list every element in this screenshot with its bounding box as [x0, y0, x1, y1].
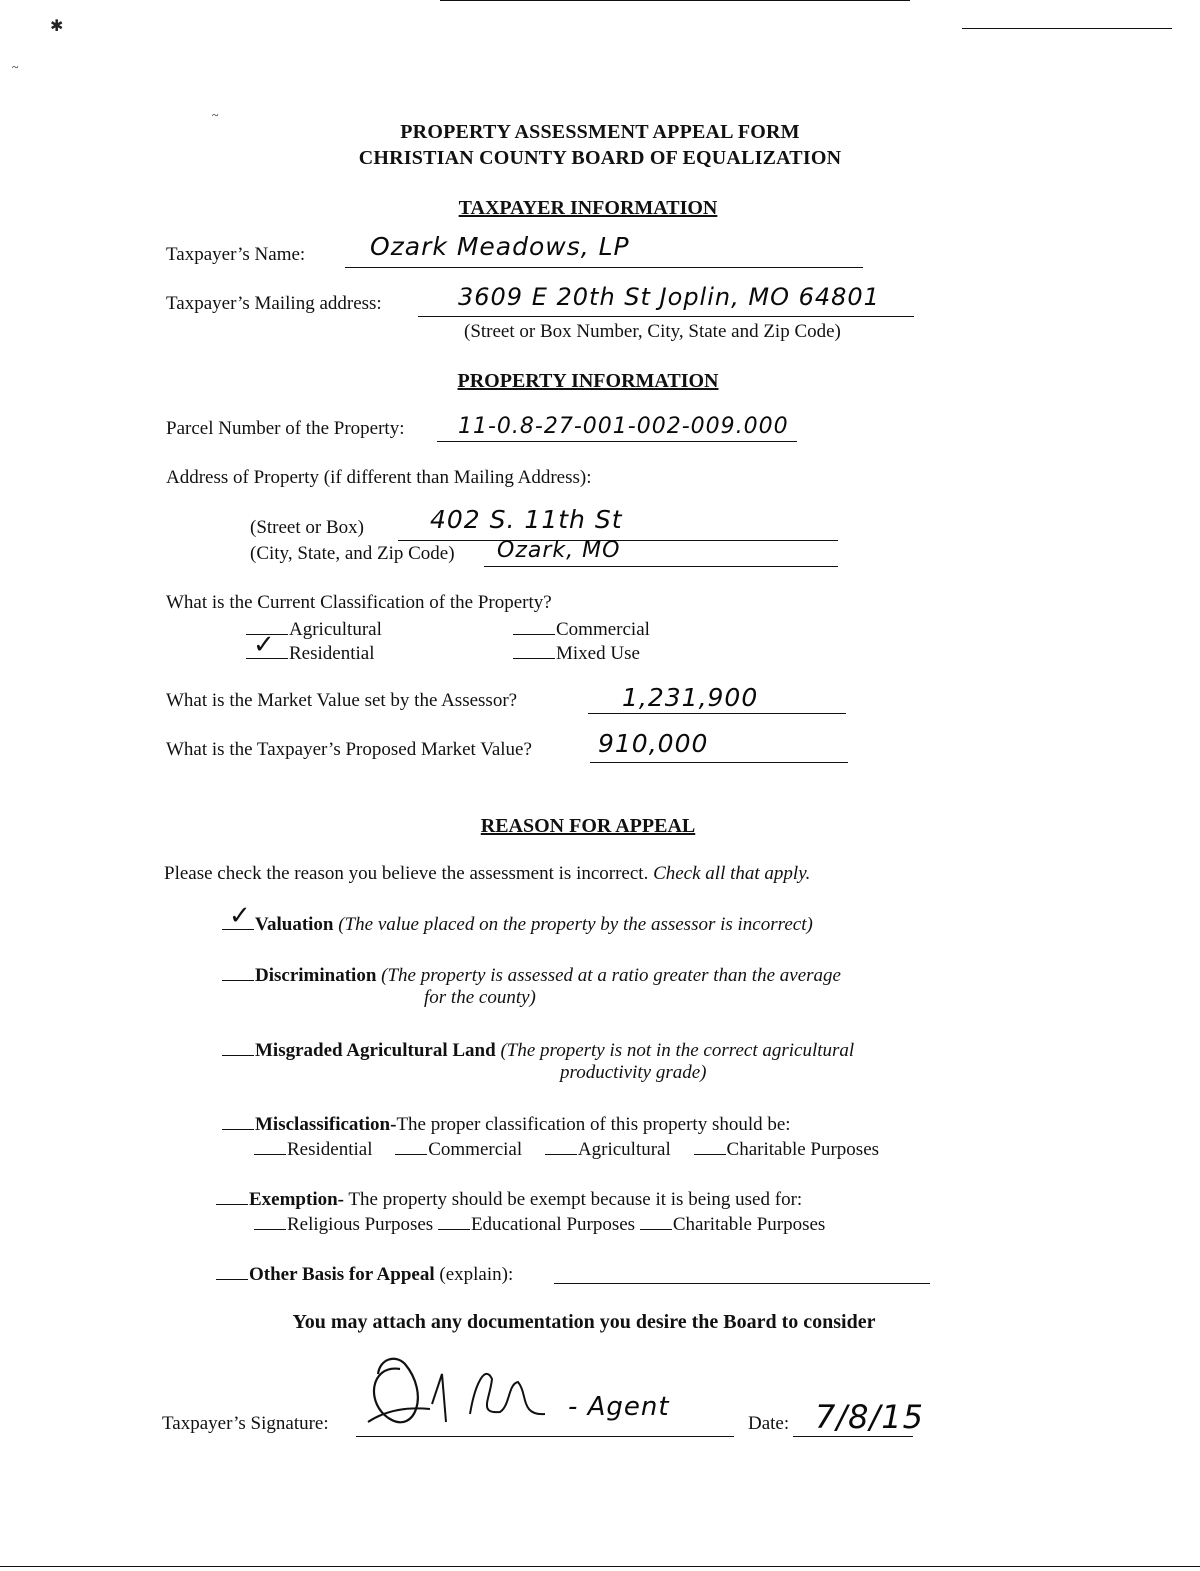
discrimination-desc: (The property is assessed at a ratio greater than the average	[381, 965, 841, 986]
exemption-checkbox[interactable]	[216, 1186, 248, 1205]
mailing-address-hint: (Street or Box Number, City, State and Zip Code)	[464, 321, 841, 342]
misclassification-title: Misclassification-	[255, 1114, 397, 1135]
misclass-commercial-checkbox[interactable]	[395, 1136, 427, 1155]
other-checkbox[interactable]	[216, 1261, 248, 1280]
city-value[interactable]: Ozark, MO	[497, 538, 621, 563]
valuation-title: Valuation	[255, 914, 334, 935]
property-info-heading: PROPERTY INFORMATION	[457, 370, 719, 392]
city-line	[484, 566, 838, 567]
misclass-commercial-label: Commercial	[428, 1139, 523, 1160]
misgraded-desc: (The property is not in the correct agricultural	[500, 1040, 855, 1061]
other-explain-line[interactable]	[554, 1283, 930, 1284]
attach-note: You may attach any documentation you desire the Board to consider	[292, 1311, 876, 1333]
exempt-religious-checkbox[interactable]	[254, 1211, 286, 1230]
mixed-use-label: Mixed Use	[556, 643, 640, 664]
misgraded-desc-2: productivity grade)	[560, 1062, 707, 1083]
reason-valuation[interactable]	[222, 911, 813, 936]
valuation-checkbox[interactable]	[222, 911, 254, 930]
misgraded-checkbox[interactable]	[222, 1037, 254, 1056]
reason-misgraded[interactable]	[222, 1037, 854, 1062]
misclass-agricultural-label: Agricultural	[577, 1139, 671, 1160]
valuation-desc: (The value placed on the property by the assessor is incorrect)	[338, 914, 813, 935]
scan-mark: ✱	[50, 18, 64, 35]
misclassification-desc: The proper classification of this property should be:	[396, 1114, 791, 1135]
scan-top-line	[962, 28, 1172, 29]
parcel-number-line	[437, 441, 797, 442]
exempt-religious-label: Religious Purposes	[287, 1214, 434, 1235]
mailing-address-value[interactable]: 3609 E 20th St Joplin, MO 64801	[458, 283, 880, 311]
exemption-title: Exemption-	[249, 1189, 344, 1210]
reason-instructions-italic: Check all that apply.	[653, 863, 811, 884]
classification-commercial[interactable]	[513, 616, 650, 641]
date-line	[793, 1436, 913, 1437]
commercial-label: Commercial	[556, 619, 650, 640]
classification-residential[interactable]	[246, 640, 374, 665]
misclass-charitable-label: Charitable Purposes	[726, 1139, 880, 1160]
exempt-charitable-label: Charitable Purposes	[672, 1214, 826, 1235]
city-label: (City, State, and Zip Code)	[250, 543, 455, 564]
market-value[interactable]: 1,231,900	[622, 683, 759, 712]
misclass-residential-label: Residential	[287, 1139, 373, 1160]
classification-question: What is the Current Classification of the Property?	[166, 592, 552, 613]
exempt-educational-label: Educational Purposes	[470, 1214, 636, 1235]
reason-instructions	[164, 863, 810, 885]
misclass-charitable-checkbox[interactable]	[694, 1136, 726, 1155]
discrimination-checkbox[interactable]	[222, 962, 254, 981]
other-desc: (explain):	[434, 1264, 514, 1285]
classification-mixed-use[interactable]	[513, 640, 640, 665]
reason-heading: REASON FOR APPEAL	[480, 815, 696, 837]
proposed-value[interactable]: 910,000	[598, 729, 709, 758]
mailing-address-line	[418, 316, 914, 317]
reason-misclassification[interactable]	[222, 1111, 791, 1136]
scan-mark: ~	[212, 108, 219, 122]
market-value-line	[588, 713, 846, 714]
discrimination-title: Discrimination	[255, 965, 377, 986]
market-value-label: What is the Market Value set by the Assessor?	[166, 690, 518, 711]
proposed-value-label: What is the Taxpayer’s Proposed Market Value?	[166, 739, 532, 760]
property-address-question: Address of Property (if different than Mailing Address):	[166, 467, 592, 488]
parcel-number-value[interactable]: 11-0.8-27-001-002-009.000	[458, 414, 789, 439]
street-value[interactable]: 402 S. 11th St	[430, 505, 623, 534]
misgraded-title: Misgraded Agricultural Land	[255, 1040, 496, 1061]
signature-agent-text: - Agent	[568, 1392, 670, 1422]
exempt-charitable-checkbox[interactable]	[640, 1211, 672, 1230]
street-label: (Street or Box)	[250, 517, 364, 538]
scan-top-line	[440, 0, 910, 1]
date-value[interactable]: 7/8/15	[815, 1398, 924, 1436]
taxpayer-name-line	[345, 267, 863, 268]
taxpayer-name-value[interactable]: Ozark Meadows, LP	[370, 232, 630, 261]
discrimination-desc-2: for the county)	[424, 987, 536, 1008]
agricultural-label: Agricultural	[289, 619, 382, 640]
taxpayer-info-heading: TAXPAYER INFORMATION	[458, 197, 718, 219]
reason-other[interactable]	[216, 1261, 513, 1286]
scan-mark: ~	[12, 60, 19, 74]
scan-bottom-border	[0, 1566, 1200, 1567]
form-subtitle: CHRISTIAN COUNTY BOARD OF EQUALIZATION	[358, 147, 842, 169]
residential-checkbox[interactable]	[246, 640, 288, 659]
date-label: Date:	[748, 1413, 790, 1434]
misclassification-options	[254, 1136, 879, 1161]
taxpayer-name-label: Taxpayer’s Name:	[166, 244, 306, 265]
signature-label: Taxpayer’s Signature:	[162, 1413, 329, 1434]
commercial-checkbox[interactable]	[513, 616, 555, 635]
proposed-value-line	[590, 762, 848, 763]
reason-discrimination[interactable]	[222, 962, 841, 987]
reason-instructions-text: Please check the reason you believe the assessment is incorrect.	[164, 863, 649, 884]
form-title: PROPERTY ASSESSMENT APPEAL FORM	[400, 121, 800, 143]
exemption-options	[254, 1211, 825, 1236]
misclass-agricultural-checkbox[interactable]	[545, 1136, 577, 1155]
misclass-residential-checkbox[interactable]	[254, 1136, 286, 1155]
residential-label: Residential	[289, 643, 375, 664]
reason-exemption[interactable]	[216, 1186, 802, 1211]
exempt-educational-checkbox[interactable]	[438, 1211, 470, 1230]
mailing-address-label: Taxpayer’s Mailing address:	[166, 293, 382, 314]
mixed-use-checkbox[interactable]	[513, 640, 555, 659]
exemption-desc: The property should be exempt because it is being used for:	[344, 1189, 803, 1210]
other-title: Other Basis for Appeal	[249, 1264, 435, 1285]
parcel-number-label: Parcel Number of the Property:	[166, 418, 405, 439]
misclassification-checkbox[interactable]	[222, 1111, 254, 1130]
